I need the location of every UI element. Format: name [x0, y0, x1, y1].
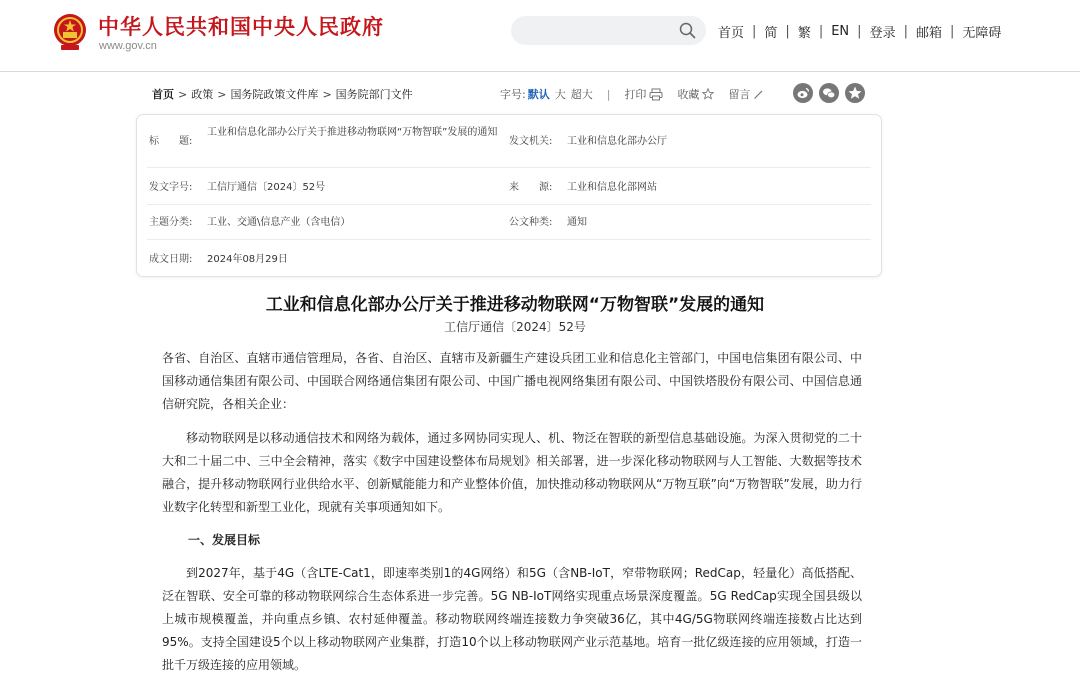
article-toolbar [500, 84, 778, 104]
font-size-xlarge[interactable]: 超大 [570, 88, 593, 101]
intro-paragraph: 移动物联网是以移动通信技术和网络为载体，通过多网协同实现人、机、物泛在智联的新型信息基础设施。为深入贯彻党的二十大和二十届二中、三中全会精神，落实《数字中国建设整体布局规划》相关部署，进一步深化移动物联网与人工智能、大数据等技术融合，提升移动物联网行业供给水平、创新赋能能力和产业整体价值，加快推动移动物联网从“万物互联”向“万物智联”发展，助力行业数字化转型和新型工业化，现就有关事项通知如下。 [162, 431, 862, 514]
weibo-share-button[interactable] [793, 83, 813, 103]
nav-separator: | [857, 24, 862, 39]
source-value: 工业和信息化部网站 [567, 182, 657, 193]
nav-separator: | [949, 24, 955, 39]
nav-home[interactable]: 首页 [718, 26, 745, 41]
font-size-large[interactable]: 大 [554, 88, 566, 101]
section-heading: 一、发展目标 [188, 533, 261, 547]
issuer-label: 发文机关: [509, 136, 553, 147]
section-paragraph: 到2027年，基于4G（含LTE-Cat1，即速率类别1的4G网络）和5G（含NB-IoT，窄带物联网；RedCap，轻量化）高低搭配、泛在智联、安全可靠的移动物联网综合生态体系进一步完善。5G NB-IoT网络实现重点场景深度覆盖。5G RedCap实现全国县级以上城市规模覆盖，并向重点乡镇、农村延伸覆盖。移动物联网终端连接数力争突破36亿，其中4G/5G物联网终端连接数占比达到95%。支持全国建设5个以上移动物联网产业集群，打造10个以上移动物联网产业示范基地。培育一批亿级连接的应用领域，打造一批千万级连接的应用领域。 [162, 566, 862, 672]
breadcrumb [152, 86, 413, 102]
issuer-value: 工业和信息化部办公厅 [567, 136, 667, 147]
info-row [147, 240, 871, 276]
info-row [147, 115, 871, 168]
nav-english[interactable]: EN [831, 24, 850, 39]
print-button[interactable] [624, 86, 663, 102]
pencil-icon [753, 89, 764, 100]
breadcrumb-department-docs[interactable]: 国务院部门文件 [335, 88, 413, 101]
doc-type-label: 公文种类: [509, 217, 553, 228]
breadcrumb-home[interactable]: 首页 [152, 88, 174, 101]
wechat-icon [819, 83, 839, 103]
nav-accessibility[interactable]: 无障碍 [962, 26, 1002, 41]
date-value: 2024年08月29日 [207, 254, 288, 265]
comment-label: 留言 [728, 88, 751, 101]
nav-separator: | [785, 24, 790, 39]
nav-separator: | [903, 24, 908, 39]
print-label: 打印 [624, 88, 647, 101]
font-size-default[interactable]: 默认 [527, 88, 550, 101]
comment-button[interactable] [728, 86, 764, 102]
source-label: 来 源: [509, 182, 553, 193]
search-box [511, 16, 706, 45]
breadcrumb-separator: > [217, 88, 227, 101]
nav-mail[interactable]: 邮箱 [915, 26, 942, 41]
doc-type-value: 通知 [567, 217, 587, 228]
site-title[interactable]: 中华人民共和国中央人民政府 [98, 15, 384, 39]
topic-label: 主题分类: [149, 217, 193, 228]
national-emblem-icon[interactable] [52, 12, 88, 52]
toolbar-divider: | [606, 87, 611, 101]
top-nav [718, 22, 1001, 41]
favorite-button[interactable] [677, 86, 714, 102]
nav-login[interactable]: 登录 [869, 26, 896, 41]
article-title: 工业和信息化部办公厅关于推进移动物联网“万物智联”发展的通知 [265, 295, 765, 315]
font-size-label: 字号: [500, 88, 526, 101]
favorite-label: 收藏 [677, 88, 700, 101]
nav-simplified[interactable]: 简 [764, 26, 778, 41]
date-label: 成文日期: [149, 254, 193, 265]
recipients-paragraph: 各省、自治区、直辖市通信管理局，各省、自治区、直辖市及新疆生产建设兵团工业和信息化主管部门，中国电信集团有限公司、中国移动通信集团有限公司、中国联合网络通信集团有限公司、中国广播电视网络集团有限公司、中国铁塔股份有限公司、中国信息通信研究院，各相关企业： [162, 351, 862, 411]
article-doc-number: 工信厅通信〔2024〕52号 [444, 320, 586, 334]
title-value: 工业和信息化部办公厅关于推进移动物联网“万物智联”发展的通知 [207, 127, 498, 138]
nav-traditional[interactable]: 繁 [797, 26, 811, 41]
site-domain: www.gov.cn [99, 40, 157, 52]
wechat-share-button[interactable] [819, 83, 839, 103]
star-icon [702, 88, 714, 100]
nav-separator: | [818, 24, 824, 39]
breadcrumb-policy[interactable]: 政策 [191, 88, 214, 101]
printer-icon [649, 88, 663, 101]
doc-number-value: 工信厅通信〔2024〕52号 [207, 182, 326, 193]
topic-value: 工业、交通\信息产业（含电信） [207, 217, 351, 228]
qzone-icon [845, 83, 865, 103]
doc-number-label: 发文字号: [149, 182, 193, 193]
breadcrumb-separator: > [178, 88, 188, 101]
qzone-share-button[interactable] [845, 83, 865, 103]
breadcrumb-separator: > [322, 88, 332, 101]
search-input[interactable] [523, 21, 673, 40]
search-icon[interactable] [679, 22, 696, 39]
breadcrumb-policy-library[interactable]: 国务院政策文件库 [230, 88, 319, 101]
info-row [147, 168, 871, 205]
weibo-icon [793, 83, 813, 103]
site-header [0, 0, 1080, 72]
title-label: 标 题: [149, 136, 193, 147]
document-info-table [136, 114, 882, 277]
nav-separator: | [752, 24, 757, 39]
info-row [147, 205, 871, 240]
